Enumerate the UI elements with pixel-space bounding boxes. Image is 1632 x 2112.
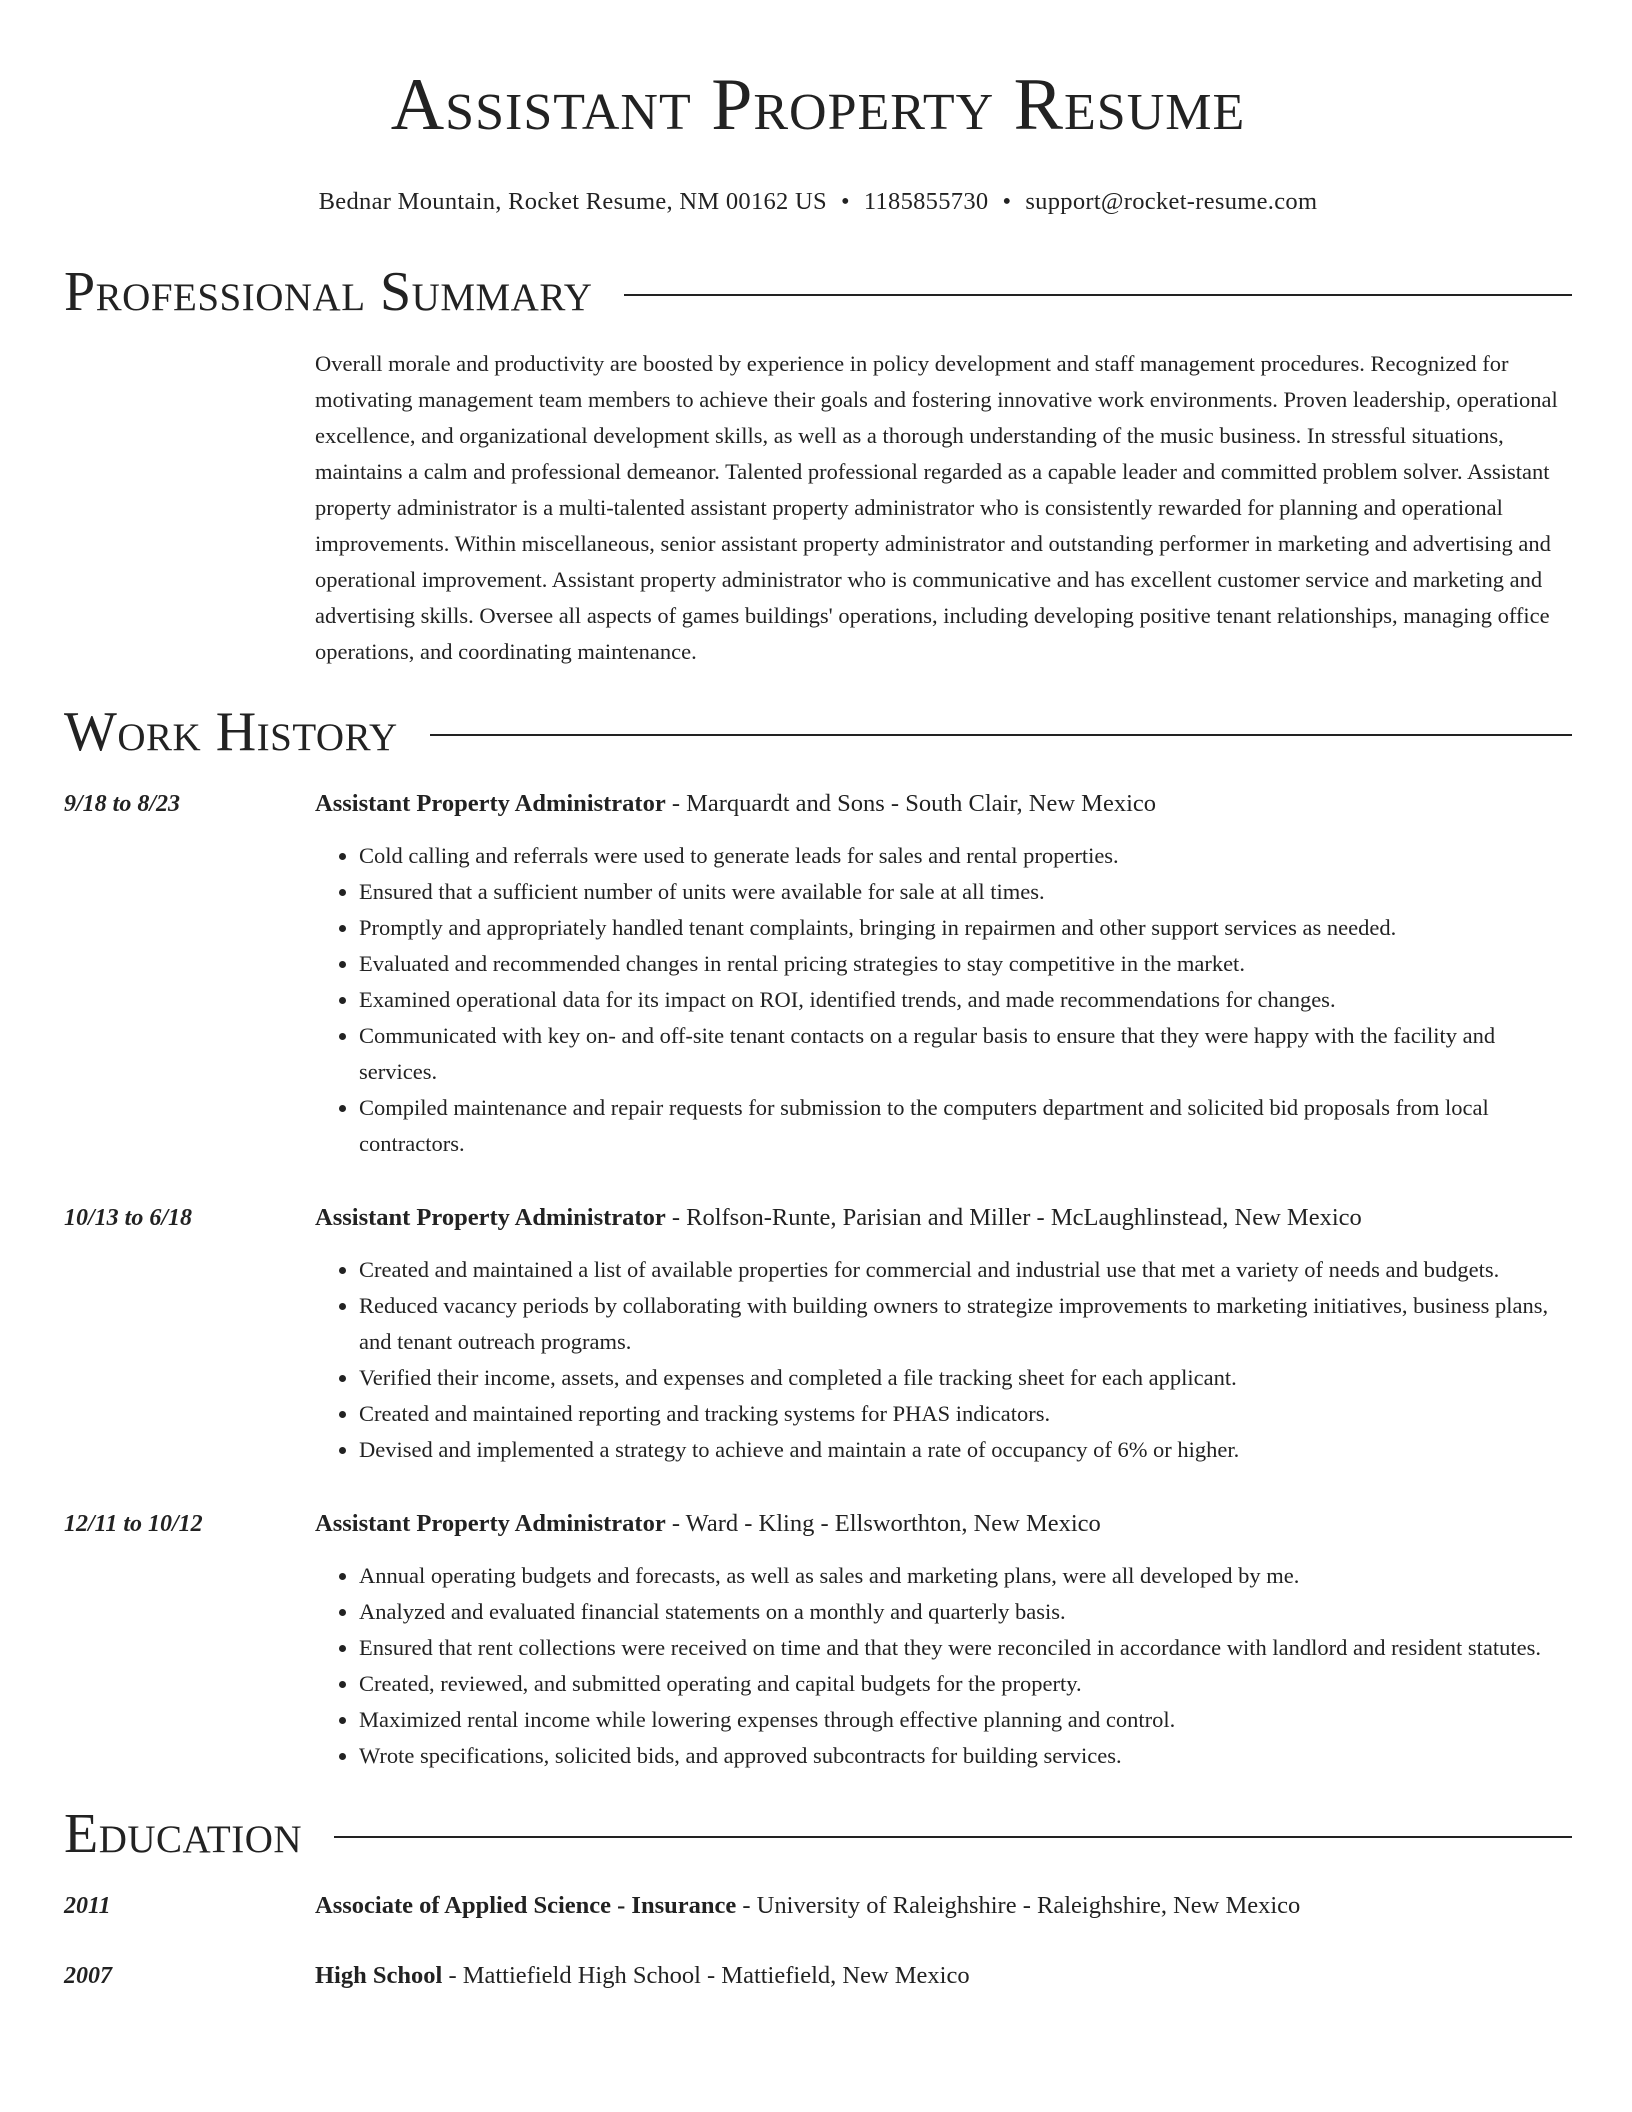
education-heading bbox=[315, 1888, 1300, 1924]
contact-line bbox=[64, 188, 1572, 216]
job-entry bbox=[64, 1200, 1572, 1468]
job-body bbox=[315, 786, 1572, 1162]
job-bullet: • Wrote specifications, solicited bids, and approved subcontracts for building services. bbox=[359, 1738, 1572, 1774]
job-dates: 12/11 to 10/12 bbox=[64, 1511, 203, 1537]
education-details: - University of Raleighshire - Raleighshire, New Mexico bbox=[736, 1892, 1301, 1919]
job-bullet: • Compiled maintenance and repair requests for submission to the computers department and solicited bid proposals from local contractors. bbox=[359, 1090, 1572, 1162]
section-divider bbox=[430, 734, 1572, 736]
section-title-summary: Professional Summary bbox=[64, 261, 593, 323]
job-bullet: • Created and maintained a list of available properties for commercial and industrial use that met a variety of needs and budgets. bbox=[359, 1252, 1572, 1288]
education-entry bbox=[64, 1958, 1572, 1994]
job-body bbox=[315, 1506, 1572, 1774]
job-dates: 10/13 to 6/18 bbox=[64, 1205, 193, 1231]
education-year: 2007 bbox=[64, 1963, 112, 1989]
job-heading bbox=[315, 1506, 1572, 1542]
job-bullet: • Verified their income, assets, and expenses and completed a file tracking sheet for each applicant. bbox=[359, 1360, 1572, 1396]
education-degree: Associate of Applied Science - Insurance bbox=[315, 1892, 737, 1919]
job-bullets bbox=[315, 1252, 1572, 1468]
job-bullet: • Ensured that a sufficient number of units were available for sale at all times. bbox=[359, 874, 1572, 910]
job-bullet: • Analyzed and evaluated financial statements on a monthly and quarterly basis. bbox=[359, 1594, 1572, 1630]
job-body bbox=[315, 1200, 1572, 1468]
section-title-education: Education bbox=[64, 1803, 303, 1865]
job-bullet: • Reduced vacancy periods by collaborating with building owners to strategize improvements to marketing initiatives, business plans, and tenant outreach programs. bbox=[359, 1288, 1572, 1360]
education-details: - Mattiefield High School - Mattiefield, New Mexico bbox=[442, 1962, 970, 1989]
section-divider bbox=[624, 294, 1572, 296]
job-heading bbox=[315, 786, 1572, 822]
job-bullet: • Created, reviewed, and submitted operating and capital budgets for the property. bbox=[359, 1666, 1572, 1702]
contact-phone: 1185855730 bbox=[863, 188, 989, 215]
contact-separator: • bbox=[1002, 188, 1012, 215]
job-role: Assistant Property Administrator bbox=[315, 790, 666, 817]
section-header-summary bbox=[64, 260, 1572, 324]
job-entry bbox=[64, 1506, 1572, 1774]
job-bullets bbox=[315, 1558, 1572, 1774]
education-year: 2011 bbox=[64, 1893, 111, 1919]
job-details: - Ward - Kling - Ellsworthton, New Mexico bbox=[665, 1510, 1101, 1537]
job-bullet: • Maximized rental income while lowering expenses through effective planning and control. bbox=[359, 1702, 1572, 1738]
job-bullet: • Cold calling and referrals were used to generate leads for sales and rental properties. bbox=[359, 838, 1572, 874]
job-bullet: • Created and maintained reporting and tracking systems for PHAS indicators. bbox=[359, 1396, 1572, 1432]
job-bullets bbox=[315, 838, 1572, 1162]
job-heading bbox=[315, 1200, 1572, 1236]
job-bullet: • Evaluated and recommended changes in rental pricing strategies to stay competitive in the market. bbox=[359, 946, 1572, 982]
section-divider bbox=[334, 1836, 1572, 1838]
job-bullet: • Devised and implemented a strategy to achieve and maintain a rate of occupancy of 6% or higher. bbox=[359, 1432, 1572, 1468]
contact-address: Bednar Mountain, Rocket Resume, NM 00162 US bbox=[318, 188, 827, 215]
section-title-work: Work History bbox=[64, 701, 398, 763]
job-details: - Marquardt and Sons - South Clair, New Mexico bbox=[665, 790, 1157, 817]
job-role: Assistant Property Administrator bbox=[315, 1204, 666, 1231]
contact-email: support@rocket-resume.com bbox=[1025, 188, 1318, 215]
job-bullet: • Ensured that rent collections were received on time and that they were reconciled in accordance with landlord and resident statutes. bbox=[359, 1630, 1572, 1666]
job-bullet: • Communicated with key on- and off-site tenant contacts on a regular basis to ensure that they were happy with the facility and services. bbox=[359, 1018, 1572, 1090]
education-degree: High School bbox=[315, 1962, 443, 1989]
job-entry bbox=[64, 786, 1572, 1162]
section-header-education bbox=[64, 1802, 1572, 1866]
education-entry bbox=[64, 1888, 1572, 1924]
job-dates: 9/18 to 8/23 bbox=[64, 791, 181, 817]
job-bullet: • Annual operating budgets and forecasts, as well as sales and marketing plans, were all developed by me. bbox=[359, 1558, 1572, 1594]
education-heading bbox=[315, 1958, 970, 1994]
resume-title: Assistant Property Resume bbox=[390, 64, 1246, 146]
section-header-work bbox=[64, 700, 1572, 764]
job-bullet: • Examined operational data for its impact on ROI, identified trends, and made recommendations for changes. bbox=[359, 982, 1572, 1018]
summary-paragraph: Overall morale and productivity are boosted by experience in policy development and staff management procedures. Recognized for motivating management team members to achieve their goals and fostering innovative work environments. Proven leadership, operational excellence, and organizational development skills, as well as a thorough understanding of the music business. In stressful situations, maintains a calm and professional demeanor. Talented professional regarded as a capable leader and committed problem solver. Assistant property administrator is a multi-talented assistant property administrator who is consistently rewarded for planning and operational improvements. Within miscellaneous, senior assistant property administrator and outstanding performer in marketing and advertising and operational improvement. Assistant property administrator who is communicative and has excellent customer service and marketing and advertising skills. Oversee all aspects of games buildings' operations, including developing positive tenant relationships, managing office operations, and coordinating maintenance. bbox=[315, 351, 1558, 664]
job-bullet: • Promptly and appropriately handled tenant complaints, bringing in repairmen and other support services as needed. bbox=[359, 910, 1572, 946]
job-details: - Rolfson-Runte, Parisian and Miller - McLaughlinstead, New Mexico bbox=[665, 1204, 1362, 1231]
job-role: Assistant Property Administrator bbox=[315, 1510, 666, 1537]
contact-separator: • bbox=[840, 188, 850, 215]
